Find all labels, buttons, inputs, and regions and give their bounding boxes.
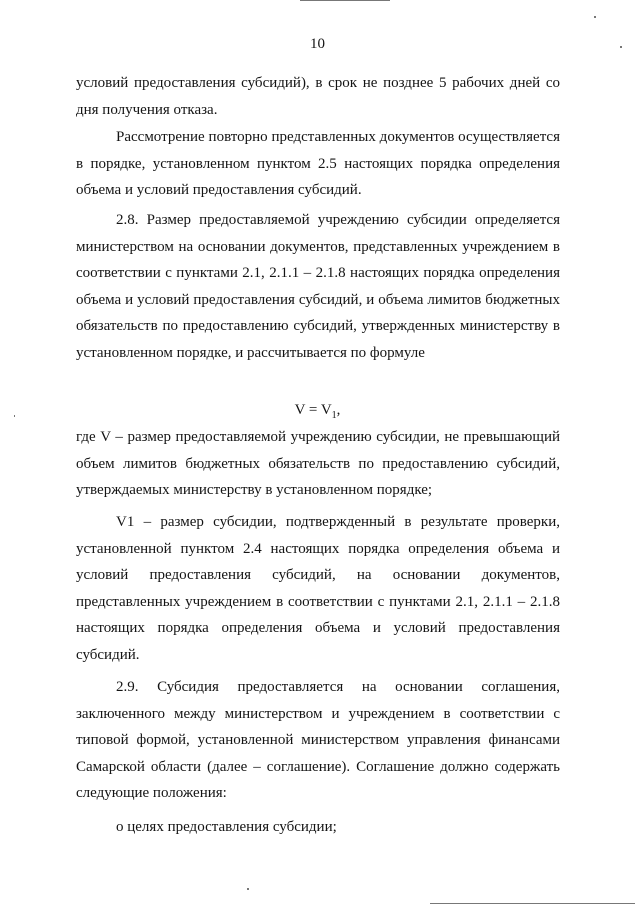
paragraph-goals: о целях предоставления субсидии;: [116, 819, 337, 835]
scan-mark-bottom: [430, 903, 635, 904]
formula-subscript: 1: [331, 410, 337, 421]
paragraph-where-v: где V – размер предоставляемой учреждению субсидии, не превышающий объем лимитов бюджетных обязательств по предоставлению субсидий, утверждаемых министерству в установленном порядке;: [76, 429, 560, 498]
scan-mark-top: [300, 0, 390, 1]
scan-dot-bottom: [247, 888, 249, 890]
paragraph-2-9: 2.9. Субсидия предоставляется на основании соглашения, заключенного между министерством и учреждением в соответствии с типовой формой, установленной министерством управления финансами Самарской области (далее – соглашение). Соглашение должно содержать следующие положения:: [76, 679, 560, 801]
page-number: 10: [310, 36, 325, 52]
paragraph-v1: V1 – размер субсидии, подтвержденный в результате проверки, установленной пунктом 2.4 настоящих порядка определения объема и условий предоставления субсидий, на основании документов, представленных учреждением в соответствии с пунктами 2.1, 2.1.1 – 2.1.8 настоящих порядка определения объема и условий предоставления субсидий.: [76, 514, 560, 663]
paragraph-2-8: 2.8. Размер предоставляемой учреждению субсидии определяется министерством на основании документов, представленных учреждением в соответствии с пунктами 2.1, 2.1.1 – 2.1.8 настоящих порядка определения объема и условий предоставления субсидий, и объема лимитов бюджетных обязательств по предоставлению субсидий, утвержденных министерству в установленном порядке, и рассчитывается по формуле: [76, 212, 560, 361]
formula-lhs: V = V: [294, 402, 332, 418]
paragraph-resubmission: Рассмотрение повторно представленных документов осуществляется в порядке, установленном пунктом 2.5 настоящих порядка определения объема и условий предоставления субсидий.: [76, 129, 560, 198]
formula-suffix: ,: [336, 402, 341, 418]
paragraph-continuation: условий предоставления субсидий), в срок не позднее 5 рабочих дней со дня получения отказа.: [76, 75, 560, 118]
scan-dot-right-1: [594, 16, 596, 18]
